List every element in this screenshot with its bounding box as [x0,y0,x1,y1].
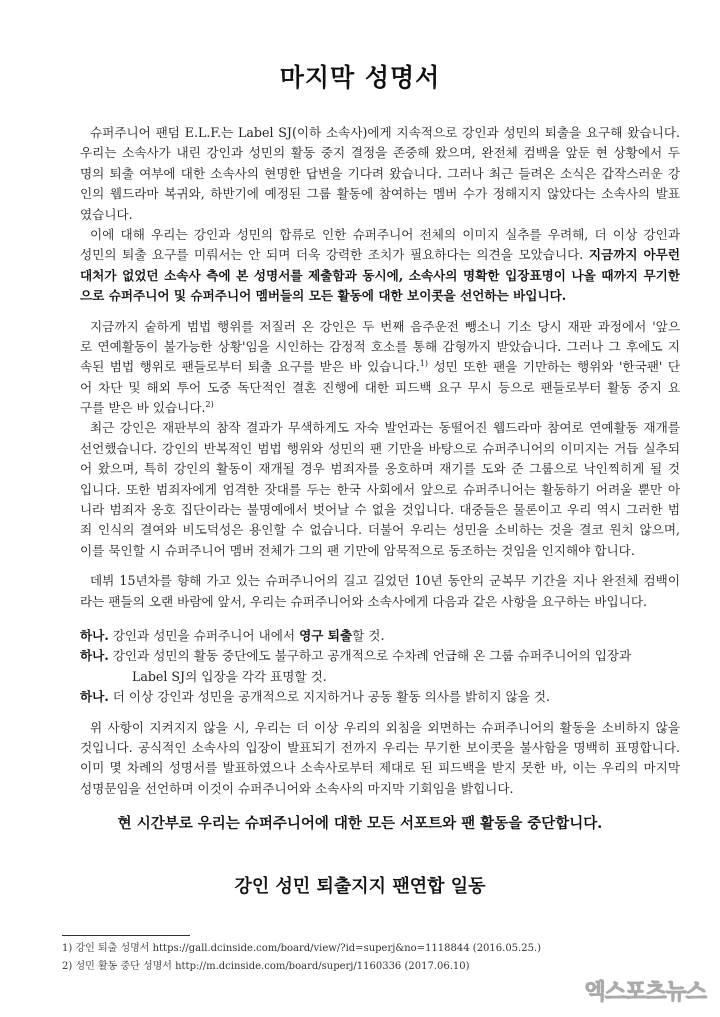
text-line [80,164,680,184]
text-segment: 성민의 퇴출 요구를 미뤄서는 안 되며 더욱 강력한 조치가 필요하다는 의견을 모았습니다. [80,247,589,263]
bold-text: 영구 퇴출 [299,627,353,643]
text-line [80,143,680,163]
document-title: 마지막 성명서 [279,63,441,92]
text-segment: 니라 범죄자 옹호 집단이라는 불명예에서 벗어날 수 없을 것입니다. 대중들은 물론이고 우리 역시 그러한 범 [80,502,680,518]
text-segment: 죄 인식의 결여와 비도덕성은 용인할 수 없습니다. 더불어 우리는 성민을 소비하는 것을 결코 원치 않으며, [80,522,680,538]
text-line [80,459,680,479]
text-segment: 위 사항이 지켜지지 않을 시, 우리는 더 이상 우리의 외침을 외면하는 슈퍼주니어의 활동을 소비하지 않을 [90,719,680,735]
text-segment: 성민 또한 팬을 기만하는 행위와 '한국팬' 단 [427,359,680,375]
text-line [80,205,680,225]
text-segment: 이를 묵인할 시 슈퍼주니어 멤버 전체가 그의 팬 기만에 암묵적으로 동조하는 것임을 인지해야 합니다. [80,542,635,558]
bold-text: 하나. [80,627,109,643]
text-line [80,357,680,377]
text-segment: 라는 팬들의 오랜 바람에 앞서, 우리는 슈퍼주니어와 소속사에게 다음과 같은 사항을 요구하는 바입니다. [80,593,647,609]
paragraph [80,225,680,307]
text-segment: 강인과 성민의 활동 중단에도 불구하고 공개적으로 수차례 언급해 온 그룹 슈퍼주니어의 입장과 [108,648,632,664]
text-line [80,541,680,561]
list-line [80,667,680,687]
text-segment: 지금까지 숱하게 범법 행위를 저질러 온 강인은 두 번째 음주운전 뺑소니 기소 당시 재판 과정에서 '앞으 [90,318,680,334]
text-line [80,758,680,778]
bold-text: 지금까지 아무런 [588,247,680,263]
watermark-logo: 엑스포츠뉴스 [584,980,706,1005]
text-line [80,571,680,591]
signature: 강인 성민 퇴출지지 팬연합 일동 [234,876,486,897]
bold-text: 하나. [80,648,109,664]
text-line [80,480,680,500]
text-line [80,439,680,459]
bold-text: 하나. [80,689,109,705]
text-segment: Label SJ의 입장을 각각 표명할 것. [132,668,327,684]
footnote-divider [62,935,190,936]
text-line [80,123,680,143]
list-line [80,626,680,646]
paragraph-gap [80,561,680,571]
bold-text: 으로 슈퍼주니어 및 슈퍼주니어 멤버들의 모든 활동에 대한 보이콧을 선언하는 바입니다. [80,288,567,304]
text-segment: 로 연예활동이 불가능한 상황'임을 시인하는 감정적 호소를 통해 감형까지 받았습니다. 그러나 그 후에도 지 [80,338,680,354]
text-segment: 이미 몇 차례의 성명서를 발표하였으나 소속사로부터 제대로 된 피드백을 받지 못한 바, 이는 우리의 마지막 [80,760,680,776]
footnotes [62,940,541,976]
text-line [80,779,680,799]
text-line [80,718,680,738]
paragraph [80,123,680,225]
list-line [80,646,680,666]
text-segment: 어 왔으며, 특히 강인의 활동이 재개될 경우 범죄자를 옹호하며 재기를 도와 준 그룹으로 낙인찍히게 될 것 [80,461,680,477]
paragraph [80,317,680,419]
text-segment: 것입니다. 공식적인 소속사의 입장이 발표되기 전까지 우리는 무기한 보이콧을 불사함을 명백히 표명합니다. [80,739,680,755]
text-segment: 더 이상 강인과 성민을 공개적으로 지지하거나 공동 활동 의사를 밝히지 않을 것. [108,689,551,705]
text-segment: 최근 강인은 재판부의 참작 결과가 무색하게도 자숙 발언과는 동떨어진 웹드라마 참여로 연예활동 재개를 [90,420,680,436]
text-segment: 선언했습니다. 강인의 반복적인 범법 행위와 성민의 팬 기만을 바탕으로 슈퍼주니어의 이미지는 거듭 실추되 [80,440,680,456]
text-line [80,418,680,438]
text-line [80,592,680,612]
text-segment: 할 것. [352,627,385,643]
text-segment: 속된 범법 행위로 팬들로부터 퇴출 요구를 받은 바 있습니다. [80,359,420,375]
footnote-ref: 1) [419,359,428,369]
text-segment: 성명문임을 선언하며 이것이 슈퍼주니어와 소속사의 마지막 기회임을 밝힙니다. [80,780,514,796]
list-line [80,687,680,707]
text-line [80,184,680,204]
demand-list [80,626,680,708]
paragraph [80,571,680,612]
bold-text: 대처가 없었던 소속사 측에 본 성명서를 제출함과 동시에, 소속사의 명확한 입장표명이 나올 때까지 무기한 [80,267,680,283]
text-line [80,225,680,245]
paragraph [80,718,680,800]
text-line [80,500,680,520]
paragraph-gap [80,612,680,626]
text-line [80,245,680,265]
text-line [80,738,680,758]
text-segment: 입니다. 또한 범죄자에게 엄격한 잣대를 두는 한국 사회에서 앞으로 슈퍼주니어는 활동하기 어려울 뿐만 아 [80,481,680,497]
closing-statement: 현 시간부로 우리는 슈퍼주니어에 대한 모든 서포트와 팬 활동을 중단합니다. [117,815,603,832]
text-line [80,378,680,398]
text-line [80,337,680,357]
text-segment: 데뷔 15년차를 향해 가고 있는 슈퍼주니어의 길고 길었던 10년 동안의 군복무 기간을 지나 완전체 컴백이 [90,573,680,589]
document-body [80,123,680,799]
text-segment: 우리는 소속사가 내린 강인과 성민의 활동 중지 결정을 존중해 왔으며, 완전체 컴백을 앞둔 현 상황에서 두 [80,145,680,161]
text-line [80,520,680,540]
text-line [80,398,680,418]
text-segment: 어 차단 및 해외 투어 도중 독단적인 결혼 진행에 대한 피드백 요구 무시 등으로 팬들로부터 활동 중지 요 [80,379,680,395]
text-segment: 이에 대해 우리는 강인과 성민의 합류로 인한 슈퍼주니어 전체의 이미지 실추를 우려해, 더 이상 강인과 [90,226,680,242]
text-line [80,317,680,337]
text-segment: 였습니다. [80,206,133,222]
paragraph [80,418,680,561]
footnote-1: 1) 강인 퇴출 성명서 https://gall.dcinside.com/board/view/?id=superj&no=1118844 (2016.05.25.) [62,943,542,954]
footnote-ref: 2) [205,399,214,409]
paragraph-gap [80,708,680,718]
text-segment: 강인과 성민을 슈퍼주니어 내에서 [108,627,300,643]
text-segment: 인의 웹드라마 복귀와, 하반기에 예정된 그룹 활동에 참여하는 멤버 수가 정해지지 않았다는 소속사의 발표 [80,186,680,202]
text-segment: 명의 퇴출 여부에 대한 소속사의 현명한 답변을 기다려 왔습니다. 그러나 최근 들려온 소식은 갑작스러운 강 [80,165,680,181]
text-segment: 슈퍼주니어 팬덤 E.L.F.는 Label SJ(이하 소속사)에게 지속적으로 강인과 성민의 퇴출을 요구해 왔습니다. [90,125,680,140]
text-line [80,266,680,286]
text-line [80,286,680,306]
text-segment: 구를 받은 바 있습니다. [80,400,206,416]
footnote-2: 2) 성민 활동 중단 성명서 http://m.dcinside.com/board/superj/1160336 (2017.06.10) [62,961,470,972]
paragraph-gap [80,307,680,317]
